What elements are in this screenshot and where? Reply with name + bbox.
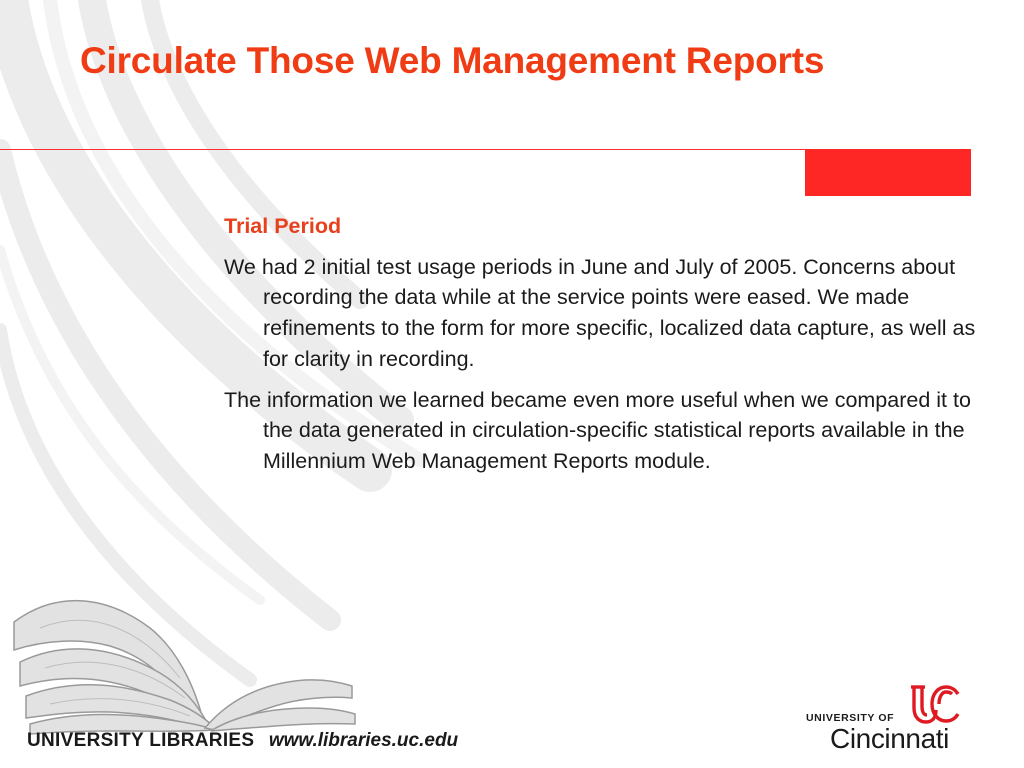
slide-body (224, 211, 994, 487)
open-book-icon (0, 568, 360, 738)
library-name: UNIVERSITY LIBRARIES (27, 730, 255, 751)
logo-cincinnati: Cincinnati (830, 723, 949, 754)
body-paragraph-2: The information we learned became even more useful when we compared it to the data generated in circulation-specific statistical reports available in the Millennium Web Management Reports module. (224, 387, 971, 473)
logo-university-of: UNIVERSITY OF (806, 712, 895, 724)
accent-block (805, 149, 971, 196)
slide-title: Circulate Those Web Management Reports (80, 40, 825, 81)
body-paragraph-1: We had 2 initial test usage periods in June and July of 2005. Concerns about recording the data while at the service points were eased. We made refinements to the form for more specific, localized data capture, as well as for clarity in recording. (224, 254, 976, 371)
section-heading: Trial Period (224, 214, 342, 238)
university-logo (806, 684, 974, 756)
library-url: www.libraries.uc.edu (268, 730, 459, 751)
uc-monogram-icon (906, 684, 964, 724)
footer-library-branding (27, 730, 458, 752)
